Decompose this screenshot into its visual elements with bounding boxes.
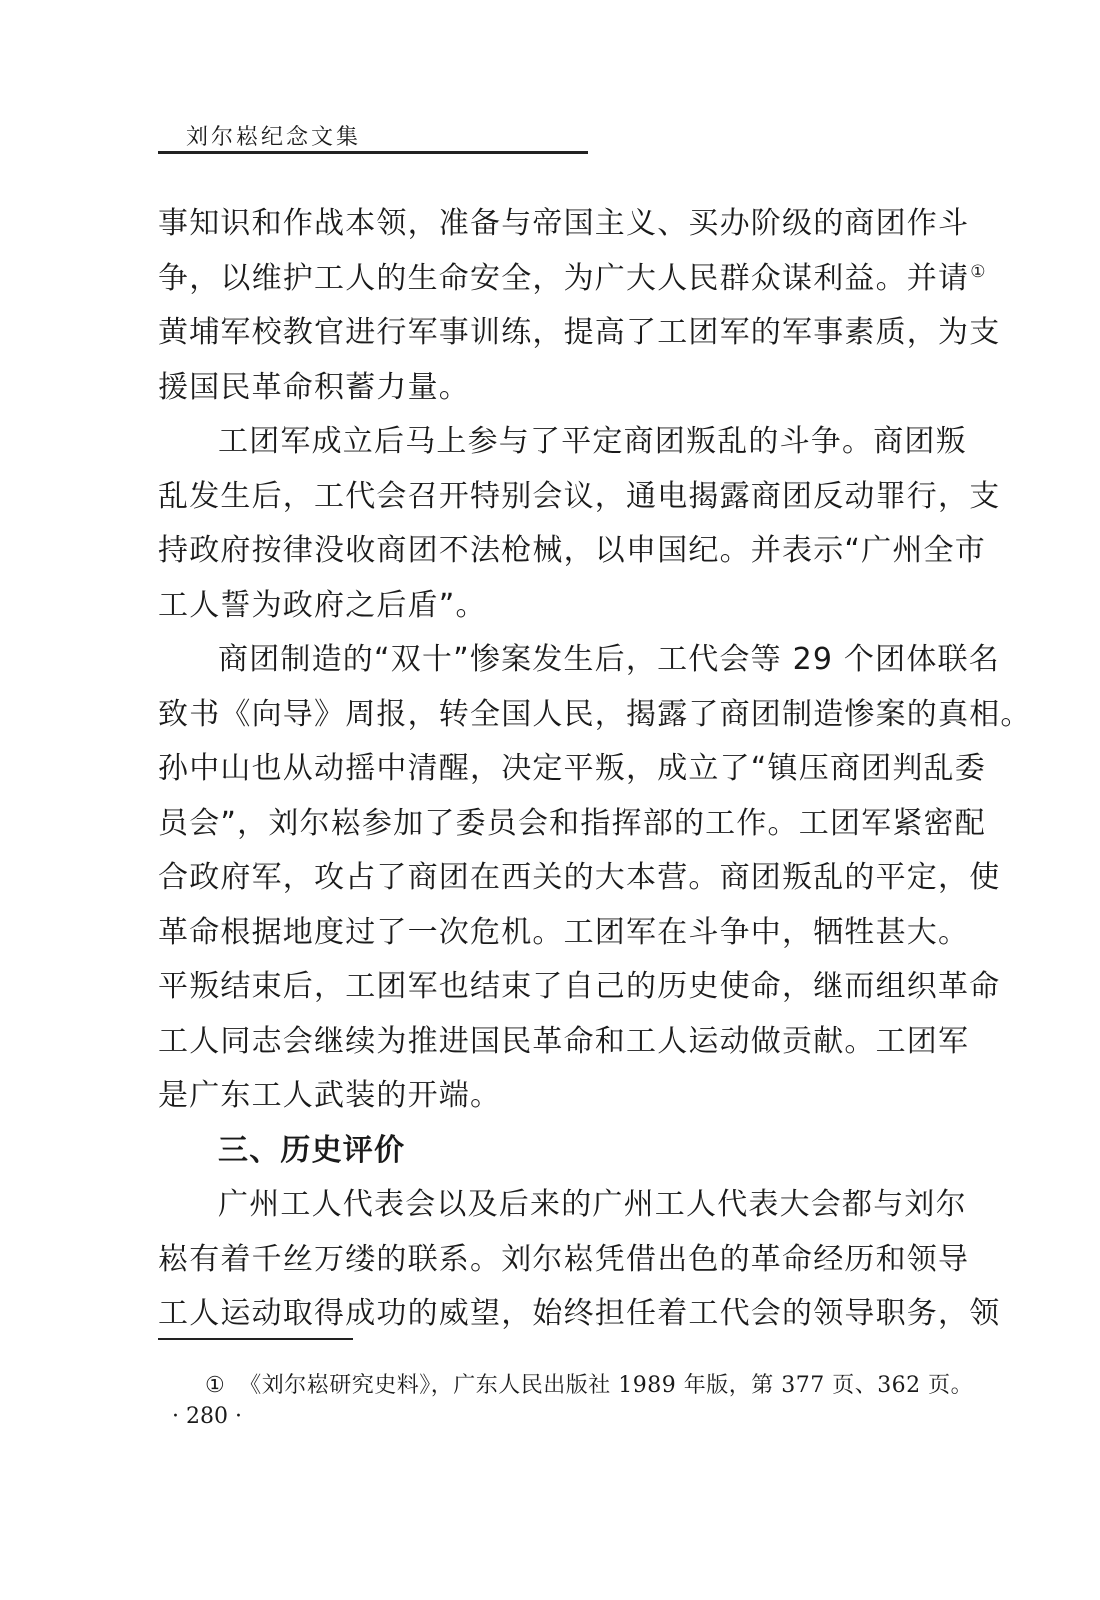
footnote-reference[interactable]: ①: [970, 261, 987, 282]
paragraph-start: 商团制造的“双十”惨案发生后，工代会等 29 个团体联名: [218, 642, 1000, 677]
body-line: 革命根据地度过了一次危机。工团军在斗争中，牺牲甚大。: [158, 914, 970, 950]
body-line: 合政府军，攻占了商团在西关的大本营。商团叛乱的平定，使: [158, 860, 1001, 895]
body-text: [158, 197, 1032, 1342]
body-line: 平叛结束后，工团军也结束了自己的历史使命，继而组织革命: [158, 969, 1001, 1004]
body-line: 持政府按律没收商团不法枪械，以申国纪。并表示“广州全市: [158, 533, 986, 568]
body-line: 崧有着千丝万缕的联系。刘尔崧凭借出色的革命经历和领导: [158, 1241, 970, 1277]
footnote-text: 《刘尔崧研究史料》，广东人民出版社 1989 年版，第 377 页、362 页。: [239, 1373, 974, 1398]
body-line: 援国民革命积蓄力量。: [158, 369, 470, 405]
body-line: 乱发生后，工代会召开特别会议，通电揭露商团反动罪行，支: [158, 478, 1001, 514]
body-line: 工人运动取得成功的威望，始终担任着工代会的领导职务，领: [158, 1296, 1001, 1331]
paragraph-start: 广州工人代表会以及后来的广州工人代表大会都与刘尔: [218, 1187, 967, 1222]
paragraph-start: 工团军成立后马上参与了平定商团叛乱的斗争。商团叛: [218, 424, 967, 459]
body-line: 是广东工人武装的开端。: [158, 1078, 502, 1113]
footnote: [205, 1368, 973, 1399]
running-head: 刘尔崧纪念文集: [186, 125, 362, 150]
body-line: 工人誓为政府之后盾”。: [158, 587, 487, 623]
body-line: 员会”，刘尔崧参加了委员会和指挥部的工作。工团军紧密配: [158, 805, 986, 841]
header-rule: [158, 151, 588, 154]
body-line: 孙中山也从动摇中清醒，决定平叛，成立了“镇压商团判乱委: [158, 751, 986, 786]
body-line: 黄埔军校教官进行军事训练，提高了工团军的军事素质，为支: [158, 315, 1001, 350]
body-line: 工人同志会继续为推进国民革命和工人运动做贡献。工团军: [158, 1023, 970, 1059]
footnote-rule: [158, 1338, 353, 1340]
body-line: 事知识和作战本领，准备与帝国主义、买办阶级的商团作斗: [158, 206, 970, 241]
body-line: 致书《向导》周报，转全国人民，揭露了商团制造惨案的真相。: [158, 696, 1032, 732]
body-line-text: 争，以维护工人的生命安全，为广大人民群众谋利益。并请: [158, 260, 970, 296]
body-line-with-footnote: [158, 252, 987, 307]
page-number: · 280 ·: [172, 1404, 242, 1429]
footnote-mark: ①: [205, 1373, 226, 1398]
section-heading: 三、历史评价: [218, 1132, 406, 1168]
